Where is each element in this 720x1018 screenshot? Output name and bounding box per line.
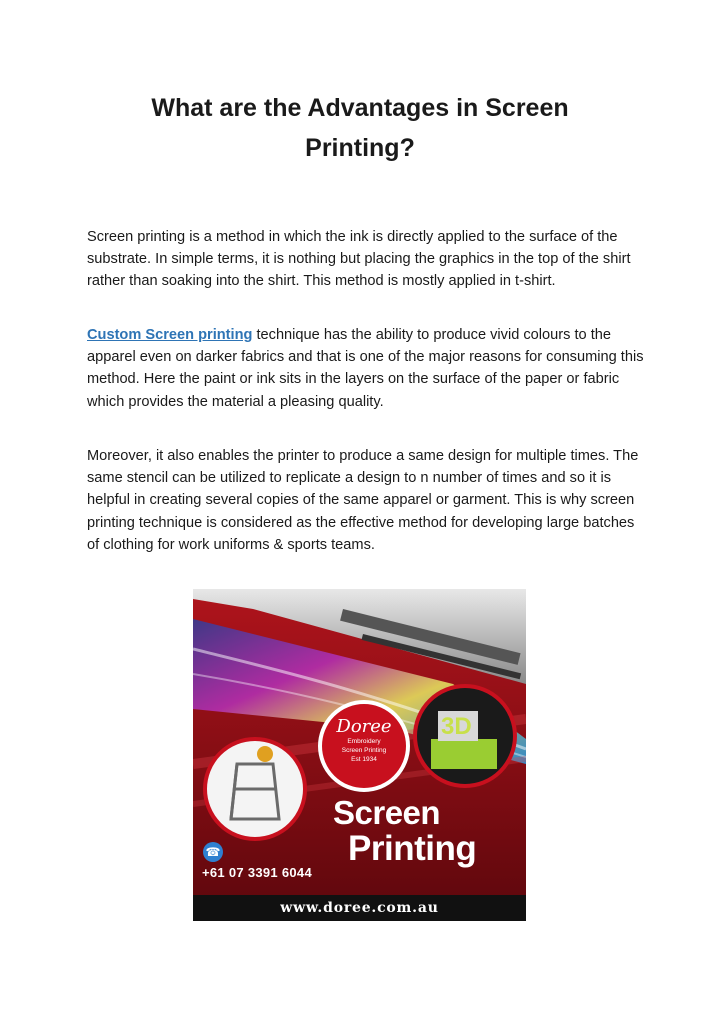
paragraph-intro: Screen printing is a method in which the ink is directly applied to the surface of the substrate. In simple terms, it is nothing but placing the graphics in the top of the shirt rather than soaking into the shirt. This method is mostly applied in t-shirt.	[87, 229, 631, 290]
paragraph-custom-screen-printing	[87, 324, 647, 413]
phone-icon: ☎	[203, 842, 223, 862]
headline-printing: Printing	[348, 829, 477, 868]
paragraph-moreover: Moreover, it also enables the printer to produce a same design for multiple times. The same stencil can be utilized to replicate a design to n number of times and so it is helpful in creating several copies of the same apparel or garment. This is why screen printing technique is considered as the effective method for developing large batches of clothing for work uniforms & sports teams.	[87, 448, 639, 553]
green-block	[431, 739, 497, 769]
phone-number: +61 07 3391 6044	[202, 865, 312, 880]
headline-screen: Screen	[333, 794, 441, 831]
logo-line-established: Est 1934	[351, 756, 377, 763]
website-bar	[193, 895, 526, 921]
logo-line-embroidery: Embroidery	[347, 738, 381, 745]
doree-logo	[331, 717, 397, 764]
svg-text:3D: 3D	[441, 713, 472, 740]
custom-screen-printing-link[interactable]: Custom Screen printing	[87, 327, 253, 343]
paragraph-2-text: technique has the ability to produce vivid colours to the apparel even on darker fabrics and that is one of the major reasons for consuming this method. Here the paint or ink sits in the layers on the surface of the paper or fabric which provides the material a pleasing quality.	[87, 327, 644, 410]
website-url: www.doree.com.au	[280, 900, 439, 916]
screen-printing-promo-image	[193, 589, 526, 921]
logo-line-screen-printing: Screen Printing	[341, 747, 387, 754]
page-title: What are the Advantages in Screen Printing?	[151, 94, 569, 162]
logo-brand: Doree	[336, 716, 392, 737]
